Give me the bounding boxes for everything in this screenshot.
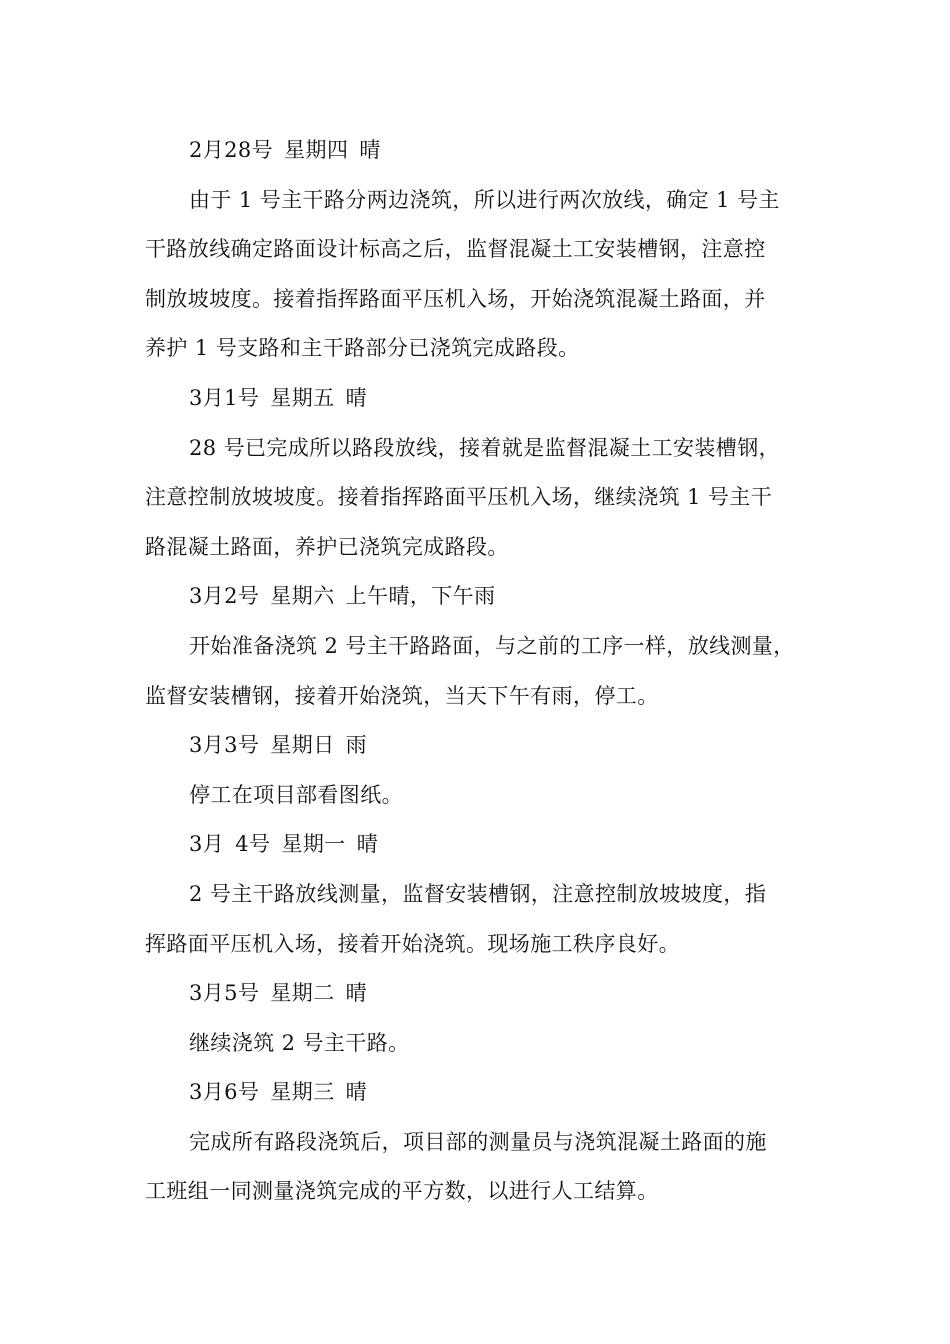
entry-text-line: 由于 1 号主干路分两边浇筑，所以进行两次放线，确定 1 号主 <box>189 187 780 212</box>
entry-text-line: 开始准备浇筑 2 号主干路路面，与之前的工序一样，放线测量， <box>189 633 795 658</box>
entry-date: 3月6号 星期三 晴 <box>189 1080 368 1105</box>
entry-text-line: 28 号已完成所以路段放线，接着就是监督混凝土工安装槽钢， <box>189 435 780 460</box>
entry-date: 3月3号 星期日 雨 <box>189 733 368 758</box>
entry-date: 2月28号 星期四 晴 <box>189 138 381 162</box>
entry-text-line: 养护 1 号支路和主干路部分已浇筑完成路段。 <box>145 336 580 361</box>
entry-text-line: 继续浇筑 2 号主干路。 <box>189 1030 410 1055</box>
entry-text-line: 干路放线确定路面设计标高之后，监督混凝土工安装槽钢，注意控 <box>145 237 766 262</box>
entry-text-line: 制放坡坡度。接着指挥路面平压机入场，开始浇筑混凝土路面，并 <box>145 286 766 311</box>
entry-text-line: 停工在项目部看图纸。 <box>189 782 403 807</box>
diary-content <box>145 126 810 1217</box>
entry-date: 3月 4号 星期一 晴 <box>189 832 379 857</box>
entry-text-line: 监督安装槽钢，接着开始浇筑，当天下午有雨，停工。 <box>145 683 659 708</box>
entry-text-line: 注意控制放坡坡度。接着指挥路面平压机入场，继续浇筑 1 号主干 <box>145 485 773 510</box>
entry-text-line: 挥路面平压机入场，接着开始浇筑。现场施工秩序良好。 <box>145 931 680 956</box>
entry-date: 3月2号 星期六 上午晴，下午雨 <box>189 584 496 609</box>
entry-text-line: 完成所有路段浇筑后，项目部的测量员与浇筑混凝土路面的施 <box>189 1129 767 1154</box>
entry-text-line: 工班组一同测量浇筑完成的平方数，以进行人工结算。 <box>145 1179 659 1204</box>
entry-date: 3月1号 星期五 晴 <box>189 385 368 410</box>
entry-date: 3月5号 星期二 晴 <box>189 981 368 1006</box>
entry-text-line: 2 号主干路放线测量，监督安装槽钢，注意控制放坡坡度，指 <box>189 881 767 906</box>
entry-text-line: 路混凝土路面，养护已浇筑完成路段。 <box>145 534 509 559</box>
